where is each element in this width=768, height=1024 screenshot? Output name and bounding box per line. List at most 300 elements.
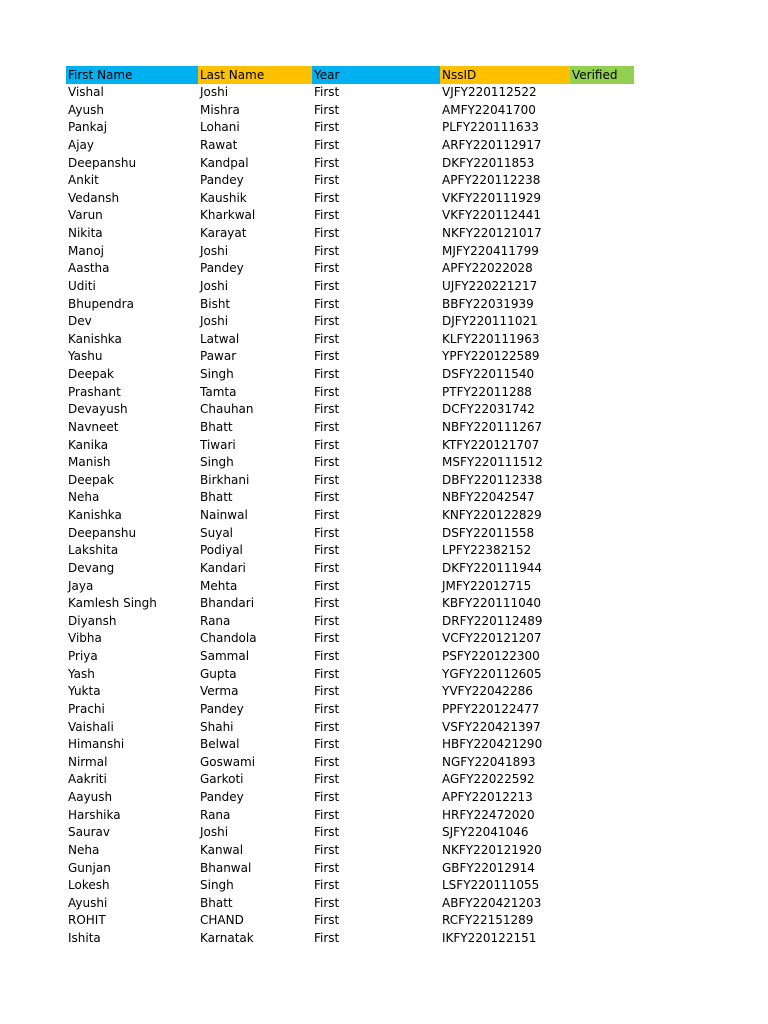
verified-cell[interactable] [570,348,634,366]
year-cell[interactable]: First [314,384,340,399]
nssid-cell[interactable]: UJFY220221217 [442,278,538,293]
first-name-cell[interactable]: Vibha [68,631,102,646]
nssid-cell[interactable]: VJFY220112522 [442,85,537,99]
verified-cell[interactable] [570,630,634,648]
verified-cell[interactable] [570,454,634,472]
nssid-cell[interactable]: VKFY220112441 [442,208,542,223]
nssid-cell[interactable]: BBFY22031939 [442,296,534,311]
nssid-cell[interactable]: DBFY220112338 [442,472,543,487]
table-row [66,771,634,789]
verified-cell[interactable] [570,102,634,120]
first-name-cell[interactable]: Neha [68,490,100,505]
first-name-cell[interactable]: Ayush [68,102,104,117]
last-name-cell[interactable]: Pandey [200,790,244,804]
nssid-cell[interactable]: NBFY22042547 [442,490,535,505]
first-name-cell[interactable]: Manish [68,455,111,470]
year-cell[interactable]: First [314,314,340,329]
last-name-cell[interactable]: Podiyal [200,543,243,558]
year-cell[interactable]: First [314,278,340,293]
first-name-cell[interactable]: Prachi [68,701,105,716]
table-row [66,507,634,525]
year-cell[interactable]: First [314,684,340,699]
verified-cell[interactable] [570,525,634,543]
table-row [66,824,634,842]
table-row [66,613,634,631]
year-cell[interactable]: First [314,578,340,593]
first-name-cell[interactable]: Aakriti [68,772,107,787]
year-cell[interactable]: First [314,226,340,240]
nssid-cell[interactable]: LPFY22382152 [442,543,532,558]
verified-cell[interactable] [570,172,634,190]
table-row [66,930,634,948]
nssid-cell[interactable]: PPFY220122477 [442,701,540,716]
first-name-cell[interactable]: Yash [68,666,95,681]
year-cell[interactable]: First [314,666,340,681]
first-name-cell[interactable]: Aastha [68,261,110,276]
year-cell[interactable]: First [314,190,340,205]
table-row [66,754,634,772]
table-row [66,296,634,314]
last-name-cell[interactable]: Shahi [200,719,234,734]
table-row [66,630,634,648]
first-name-cell[interactable]: Yashu [68,349,103,364]
verified-cell[interactable] [570,225,634,243]
last-name-cell[interactable]: Bhatt [200,895,233,910]
first-name-cell[interactable]: Bhupendra [68,296,134,311]
nssid-cell[interactable]: DJFY220111021 [442,314,538,329]
verified-cell[interactable] [570,190,634,208]
year-cell[interactable]: First [314,508,340,522]
table-row [66,243,634,261]
table-row [66,401,634,419]
year-cell[interactable]: First [314,155,340,170]
first-name-cell[interactable]: ROHIT [68,913,106,928]
nssid-cell[interactable]: APFY22012213 [442,790,533,804]
last-name-cell[interactable]: Joshi [200,825,229,840]
first-name-cell[interactable]: Deepak [68,367,114,381]
first-name-cell[interactable]: Aayush [68,790,113,804]
table-row [66,155,634,173]
table-row [66,207,634,225]
header-first-name[interactable]: First Name [66,66,198,84]
nssid-cell[interactable]: RCFY22151289 [442,913,534,928]
verified-cell[interactable] [570,877,634,895]
verified-cell[interactable] [570,578,634,596]
year-cell[interactable]: First [314,437,340,452]
table-row [66,560,634,578]
verified-cell[interactable] [570,507,634,525]
nssid-cell[interactable]: NBFY220111267 [442,419,543,434]
year-cell[interactable]: First [314,102,340,117]
nssid-cell[interactable]: DKFY22011853 [442,155,535,170]
year-cell[interactable]: First [314,878,340,893]
last-name-cell[interactable]: Tiwari [200,437,236,452]
last-name-cell[interactable]: Rawat [200,137,238,152]
year-cell[interactable]: First [314,913,340,928]
last-name-cell[interactable]: Pandey [200,701,244,716]
year-cell[interactable]: First [314,349,340,364]
nssid-cell[interactable]: PSFY220122300 [442,649,540,663]
first-name-cell[interactable]: Prashant [68,384,121,399]
table-row [66,419,634,437]
nssid-cell[interactable]: ABFY220421203 [442,895,542,910]
last-name-cell[interactable]: Kharkwal [200,208,256,223]
last-name-cell[interactable]: Pandey [200,173,244,188]
last-name-cell[interactable]: Belwal [200,737,240,752]
last-name-cell[interactable]: Mishra [200,102,240,117]
last-name-cell[interactable]: Goswami [200,754,256,769]
first-name-cell[interactable]: Deepanshu [68,525,137,540]
nssid-cell[interactable]: DRFY220112489 [442,613,543,628]
year-cell[interactable]: First [314,772,340,787]
last-name-cell[interactable]: Verma [200,684,239,699]
last-name-cell[interactable]: Garkoti [200,772,244,787]
first-name-cell[interactable]: Nikita [68,226,103,240]
verified-cell[interactable] [570,771,634,789]
year-cell[interactable]: First [314,243,340,258]
nssid-cell[interactable]: AGFY22022592 [442,772,535,787]
nssid-cell[interactable]: SJFY22041046 [442,825,529,840]
first-name-cell[interactable]: Gunjan [68,860,111,875]
year-cell[interactable]: First [314,525,340,540]
year-cell[interactable]: First [314,860,340,875]
header-last-name[interactable]: Last Name [198,66,312,84]
nssid-cell[interactable]: PTFY22011288 [442,384,532,399]
year-cell[interactable]: First [314,754,340,769]
table-row [66,331,634,349]
nssid-cell[interactable]: DSFY22011540 [442,367,535,381]
table-row [66,137,634,155]
last-name-cell[interactable]: Bhandari [200,596,255,611]
last-name-cell[interactable]: Bhanwal [200,860,252,875]
nssid-cell[interactable]: KNFY220122829 [442,508,542,522]
table-row [66,666,634,684]
first-name-cell[interactable]: Neha [68,842,100,857]
first-name-cell[interactable]: Kanishka [68,331,122,346]
verified-cell[interactable] [570,384,634,402]
last-name-cell[interactable]: Suyal [200,525,234,540]
table-row [66,84,634,102]
table-row [66,472,634,490]
table-row [66,842,634,860]
first-name-cell[interactable]: Ayushi [68,895,108,910]
last-name-cell[interactable]: Singh [200,367,234,381]
table-row [66,595,634,613]
verified-cell[interactable] [570,489,634,507]
year-cell[interactable]: First [314,173,340,188]
first-name-cell[interactable]: Ishita [68,931,101,945]
first-name-cell[interactable]: Priya [68,649,98,663]
last-name-cell[interactable]: Birkhani [200,472,250,487]
last-name-cell[interactable]: Joshi [200,278,229,293]
last-name-cell[interactable]: Rana [200,807,231,822]
nssid-cell[interactable]: MSFY220111512 [442,455,543,470]
first-name-cell[interactable]: Deepanshu [68,155,137,170]
year-cell[interactable]: First [314,719,340,734]
first-name-cell[interactable]: Vishal [68,85,104,99]
table-row [66,454,634,472]
verified-cell[interactable] [570,401,634,419]
table-row [66,190,634,208]
verified-cell[interactable] [570,595,634,613]
table-row [66,736,634,754]
verified-cell[interactable] [570,278,634,296]
verified-cell[interactable] [570,472,634,490]
last-name-cell[interactable]: Joshi [200,314,229,329]
verified-cell[interactable] [570,331,634,349]
last-name-cell[interactable]: Sammal [200,649,250,663]
last-name-cell[interactable]: Chauhan [200,402,254,417]
last-name-cell[interactable]: Bhatt [200,419,233,434]
nssid-cell[interactable]: IKFY220122151 [442,931,537,945]
verified-cell[interactable] [570,860,634,878]
first-name-cell[interactable]: Kanika [68,437,109,452]
last-name-cell[interactable]: Mehta [200,578,238,593]
verified-cell[interactable] [570,683,634,701]
year-cell[interactable]: First [314,737,340,752]
year-cell[interactable]: First [314,631,340,646]
verified-cell[interactable] [570,719,634,737]
first-name-cell[interactable]: Yukta [68,684,101,699]
year-cell[interactable]: First [314,560,340,575]
year-cell[interactable]: First [314,931,340,945]
year-cell[interactable]: First [314,137,340,152]
nssid-cell[interactable]: YVFY22042286 [442,684,533,699]
verified-cell[interactable] [570,895,634,913]
first-name-cell[interactable]: Kanishka [68,508,122,522]
last-name-cell[interactable]: Tamta [200,384,237,399]
nssid-cell[interactable]: HRFY22472020 [442,807,535,822]
first-name-cell[interactable]: Himanshi [68,737,125,752]
header-year[interactable]: Year [312,66,440,84]
nssid-cell[interactable]: AMFY22041700 [442,102,536,117]
last-name-cell[interactable]: Rana [200,613,231,628]
spreadsheet-table [66,66,634,948]
table-row [66,683,634,701]
nssid-cell[interactable]: VCFY220121207 [442,631,542,646]
nssid-cell[interactable]: DKFY220111944 [442,560,543,575]
first-name-cell[interactable]: Manoj [68,243,104,258]
verified-cell[interactable] [570,912,634,930]
last-name-cell[interactable]: Kandpal [200,155,249,170]
verified-cell[interactable] [570,119,634,137]
verified-cell[interactable] [570,613,634,631]
year-cell[interactable]: First [314,596,340,611]
nssid-cell[interactable]: VSFY220421397 [442,719,541,734]
table-row [66,789,634,807]
verified-cell[interactable] [570,807,634,825]
header-nssid[interactable]: NssID [440,66,570,84]
verified-cell[interactable] [570,419,634,437]
first-name-cell[interactable]: Vaishali [68,719,114,734]
nssid-cell[interactable]: ARFY220112917 [442,137,542,152]
year-cell[interactable]: First [314,613,340,628]
last-name-cell[interactable]: Pandey [200,261,244,276]
verified-cell[interactable] [570,296,634,314]
year-cell[interactable]: First [314,895,340,910]
verified-cell[interactable] [570,542,634,560]
nssid-cell[interactable]: DSFY22011558 [442,525,535,540]
year-cell[interactable]: First [314,825,340,840]
nssid-cell[interactable]: YGFY220112605 [442,666,542,681]
verified-cell[interactable] [570,313,634,331]
year-cell[interactable]: First [314,208,340,223]
verified-cell[interactable] [570,754,634,772]
verified-cell[interactable] [570,648,634,666]
year-cell[interactable]: First [314,807,340,822]
table-row [66,578,634,596]
last-name-cell[interactable]: Latwal [200,331,240,346]
first-name-cell[interactable]: Jaya [68,578,94,593]
verified-cell[interactable] [570,243,634,261]
nssid-cell[interactable]: MJFY220411799 [442,243,539,258]
nssid-cell[interactable]: APFY22022028 [442,261,533,276]
table-row [66,366,634,384]
last-name-cell[interactable]: CHAND [200,913,244,928]
last-name-cell[interactable]: Joshi [200,85,229,99]
verified-cell[interactable] [570,701,634,719]
year-cell[interactable]: First [314,261,340,276]
last-name-cell[interactable]: Kanwal [200,842,244,857]
first-name-cell[interactable]: Vedansh [68,190,120,205]
table-row [66,912,634,930]
table-row [66,542,634,560]
year-cell[interactable]: First [314,842,340,857]
last-name-cell[interactable]: Karnatak [200,931,254,945]
table-row [66,489,634,507]
table-row [66,348,634,366]
verified-cell[interactable] [570,84,634,102]
table-row [66,701,634,719]
first-name-cell[interactable]: Pankaj [68,120,108,135]
year-cell[interactable]: First [314,419,340,434]
nssid-cell[interactable]: GBFY22012914 [442,860,535,875]
nssid-cell[interactable]: YPFY220122589 [442,349,540,364]
nssid-cell[interactable]: APFY220112238 [442,173,541,188]
first-name-cell[interactable]: Ankit [68,173,99,188]
first-name-cell[interactable]: Devayush [68,402,128,417]
verified-cell[interactable] [570,930,634,948]
last-name-cell[interactable]: Singh [200,455,234,470]
first-name-cell[interactable]: Saurav [68,825,110,840]
year-cell[interactable]: First [314,455,340,470]
first-name-cell[interactable]: Navneet [68,419,119,434]
first-name-cell[interactable]: Devang [68,560,115,575]
table-row [66,102,634,120]
table-row [66,895,634,913]
table-row [66,807,634,825]
verified-cell[interactable] [570,155,634,173]
year-cell[interactable]: First [314,85,340,99]
verified-cell[interactable] [570,824,634,842]
verified-cell[interactable] [570,366,634,384]
nssid-cell[interactable]: NGFY22041893 [442,754,536,769]
first-name-cell[interactable]: Varun [68,208,103,223]
first-name-cell[interactable]: Lokesh [68,878,110,893]
last-name-cell[interactable]: Kaushik [200,190,247,205]
table-row [66,648,634,666]
last-name-cell[interactable]: Nainwal [200,508,248,522]
first-name-cell[interactable]: Uditi [68,278,96,293]
first-name-cell[interactable]: Ajay [68,137,94,152]
verified-cell[interactable] [570,137,634,155]
year-cell[interactable]: First [314,120,340,135]
header-verified[interactable]: Verified [570,66,634,84]
year-cell[interactable]: First [314,472,340,487]
table-body [66,84,634,948]
year-cell[interactable]: First [314,296,340,311]
nssid-cell[interactable]: KTFY220121707 [442,437,540,452]
year-cell[interactable]: First [314,490,340,505]
last-name-cell[interactable]: Karayat [200,226,247,240]
header-row [66,66,634,84]
nssid-cell[interactable]: KLFY220111963 [442,331,540,346]
nssid-cell[interactable]: VKFY220111929 [442,190,542,205]
nssid-cell[interactable]: KBFY220111040 [442,596,542,611]
last-name-cell[interactable]: Bisht [200,296,231,311]
first-name-cell[interactable]: Diyansh [68,613,117,628]
verified-cell[interactable] [570,842,634,860]
year-cell[interactable]: First [314,649,340,663]
last-name-cell[interactable]: Gupta [200,666,237,681]
verified-cell[interactable] [570,789,634,807]
table-row [66,172,634,190]
last-name-cell[interactable]: Kandari [200,560,246,575]
verified-cell[interactable] [570,560,634,578]
last-name-cell[interactable]: Lohani [200,120,240,135]
nssid-cell[interactable]: LSFY220111055 [442,878,540,893]
table-row [66,525,634,543]
nssid-cell[interactable]: JMFY22012715 [442,578,532,593]
nssid-cell[interactable]: NKFY220121920 [442,842,542,857]
year-cell[interactable]: First [314,543,340,558]
year-cell[interactable]: First [314,790,340,804]
last-name-cell[interactable]: Pawar [200,349,237,364]
first-name-cell[interactable]: Lakshita [68,543,119,558]
table-row [66,719,634,737]
table-row [66,278,634,296]
year-cell[interactable]: First [314,402,340,417]
year-cell[interactable]: First [314,331,340,346]
table-row [66,313,634,331]
verified-cell[interactable] [570,207,634,225]
verified-cell[interactable] [570,437,634,455]
table-row [66,225,634,243]
table-row [66,119,634,137]
verified-cell[interactable] [570,736,634,754]
nssid-cell[interactable]: HBFY220421290 [442,737,543,752]
table-row [66,877,634,895]
verified-cell[interactable] [570,260,634,278]
first-name-cell[interactable]: Deepak [68,472,114,487]
year-cell[interactable]: First [314,367,340,381]
last-name-cell[interactable]: Chandola [200,631,257,646]
last-name-cell[interactable]: Singh [200,878,234,893]
first-name-cell[interactable]: Dev [68,314,92,329]
table-row [66,437,634,455]
year-cell[interactable]: First [314,701,340,716]
first-name-cell[interactable]: Nirmal [68,754,108,769]
verified-cell[interactable] [570,666,634,684]
first-name-cell[interactable]: Kamlesh Singh [68,596,157,611]
last-name-cell[interactable]: Joshi [200,243,229,258]
table-row [66,860,634,878]
nssid-cell[interactable]: DCFY22031742 [442,402,535,417]
nssid-cell[interactable]: PLFY220111633 [442,120,539,135]
first-name-cell[interactable]: Harshika [68,807,121,822]
nssid-cell[interactable]: NKFY220121017 [442,226,542,240]
last-name-cell[interactable]: Bhatt [200,490,233,505]
